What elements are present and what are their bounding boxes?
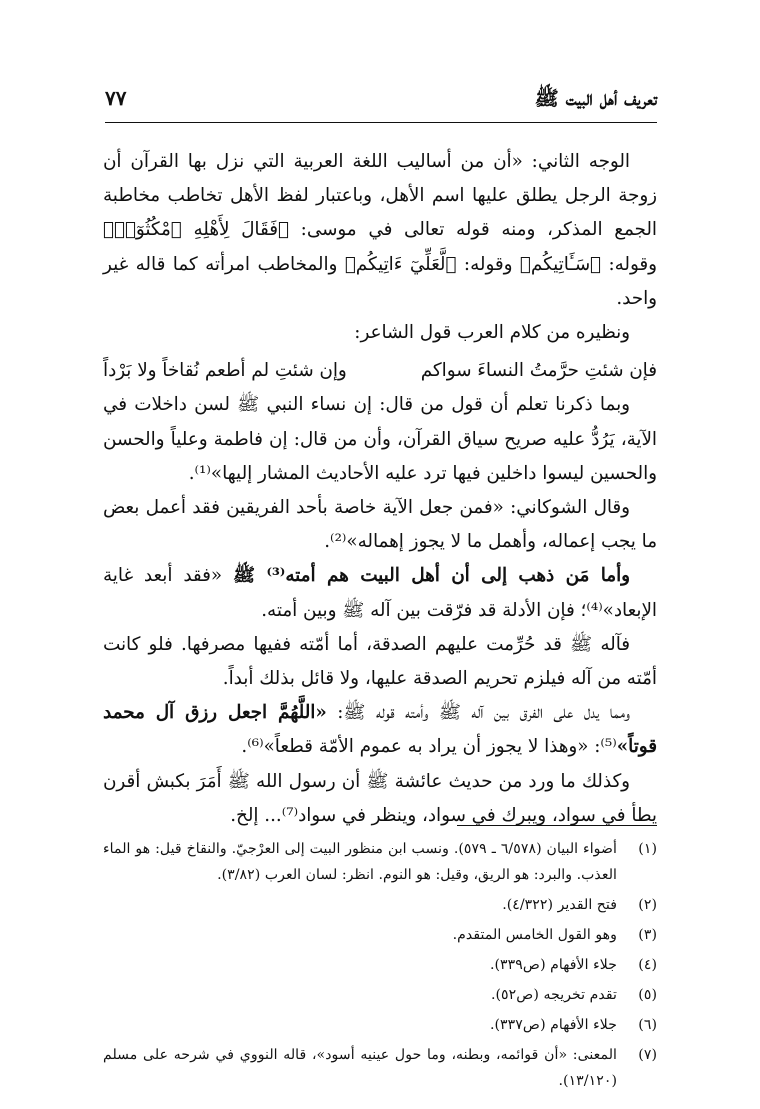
footnote xyxy=(103,892,657,918)
hadith-quote: «اللَّهُمَّ اجعل رزق آل محمد قوتاً» xyxy=(103,702,657,758)
paragraph-5-rest: «فقد أبعد غاية الإبعاد»⁽⁴⁾؛ فإن الأدلة قد فرّقت بين آله ﷺ وبين أمته. xyxy=(103,565,657,621)
footnote-number: (١) xyxy=(638,841,657,857)
footnotes xyxy=(103,836,657,1094)
verse-second-hemistich: وإن شئتِ لم أطعم نُقاخاً ولا بَرْداً xyxy=(103,360,347,382)
footnote xyxy=(103,952,657,978)
paragraph-8: وكذلك ما ورد من حديث عائشة ﷺ أن رسول الله ﷺ أَمَرَ بكبش أقرن يطأ في سواد، ويبرك في سواد، وينظر في سواد⁽⁷⁾... إلخ. xyxy=(103,770,657,826)
footnote-text: جلاء الأفهام (ص٣٣٩). xyxy=(490,957,617,973)
footnote xyxy=(103,1012,657,1038)
main-text xyxy=(103,145,657,833)
paragraph-7-end: ⁽⁵⁾: «وهذا لا يجوز أن يراد به عموم الأمّة قطعاً»⁽⁶⁾. xyxy=(241,736,617,758)
footnote-separator xyxy=(457,825,657,826)
header-title: تعريف أهل البيت ﷺ xyxy=(534,86,657,110)
footnote-text: أضواء البيان (٦/٥٧٨ ـ ٥٧٩). ونسب ابن منظور البيت إلى العرْجيّ. والنقاخ قيل: هو الماء العذب. والبرد: هو الريق، وقيل: هو النوم. انظر: لسان العرب (٣/٨٢). xyxy=(103,841,617,883)
footnote-text: تقدم تخريجه (ص٥٢). xyxy=(490,987,617,1003)
paragraph-7 xyxy=(103,696,657,764)
footnote-number: (٣) xyxy=(638,927,657,943)
paragraph-4: وقال الشوكاني: «فمن جعل الآية خاصة بأحد الفريقين فقد أعمل بعض ما يجب إعماله، وأهمل ما لا يجوز إهماله»⁽²⁾. xyxy=(103,497,657,553)
footnote-number: (٤) xyxy=(638,957,657,973)
poetry-verse xyxy=(103,354,657,388)
footnote-number: (٥) xyxy=(638,987,657,1003)
verse-first-hemistich: فإن شئتِ حرَّمتُ النساءَ سواكم xyxy=(420,360,657,382)
footnote xyxy=(103,1042,657,1094)
footnote xyxy=(103,922,657,948)
footnote-number: (٧) xyxy=(638,1047,657,1063)
paragraph-2: ونظيره من كلام العرب قول الشاعر: xyxy=(354,322,630,344)
footnote-text: وهو القول الخامس المتقدم. xyxy=(452,927,617,943)
page-number: ٧٧ xyxy=(105,86,127,110)
footnote-text: جلاء الأفهام (ص٣٣٧). xyxy=(490,1017,617,1033)
footnote-number: (٦) xyxy=(638,1017,657,1033)
paragraph-5-bold: وأما مَن ذهب إلى أن أهل البيت هم أمته⁽³⁾ ﷺ xyxy=(232,565,630,587)
footnote-number: (٢) xyxy=(638,897,657,913)
paragraph-5 xyxy=(103,559,657,627)
footnote-text: المعنى: «أن قوائمه، وبطنه، وما حول عينيه أسود»، قاله النووي في شرحه على مسلم (١٣/١٢٠). xyxy=(103,1047,617,1089)
paragraph-3: وبما ذكرنا تعلم أن قول من قال: إن نساء النبي ﷺ لسن داخلات في الآية، يَرُدُّ عليه صريح سياق القرآن، وأن من قال: إن فاطمة وعلياً والحسن والحسين ليسوا داخلين فيها ترد عليه الأحاديث المشار إليها»⁽¹⁾. xyxy=(103,394,657,484)
running-header xyxy=(105,86,657,126)
footnote xyxy=(103,982,657,1008)
footnote xyxy=(103,836,657,888)
footnote-text: فتح القدير (٤/٣٢٢). xyxy=(502,897,617,913)
header-rule xyxy=(105,122,657,123)
paragraph-1: الوجه الثاني: «أن من أساليب اللغة العربية التي نزل بها القرآن أن زوجة الرجل يطلق عليها اسم الأهل، وباعتبار لفظ الأهل تخاطب مخاطبة الجمع المذكر، ومنه قوله تعالى في موسى: ﴿فَقَالَ لِأَهْلِهِ ٱمْكُثُوٓا۟﴾ وقوله: ﴿سَـَٔاتِيكُم﴾ وقوله: ﴿لَّعَلِّيٓ ءَاتِيكُم﴾ والمخاطب امرأته كما قاله غير واحد. xyxy=(103,151,657,309)
paragraph-7-start: ومما يدل على الفرق بين آله ﷺ وأمته قوله ﷺ: xyxy=(326,702,631,724)
paragraph-6: فآله ﷺ قد حُرِّمت عليهم الصدقة، أما أمّته ففيها مصرفها. فلو كانت أمّته من آله فيلزم تحريم الصدقة عليها، ولا قائل بذلك أبداً. xyxy=(103,633,657,690)
